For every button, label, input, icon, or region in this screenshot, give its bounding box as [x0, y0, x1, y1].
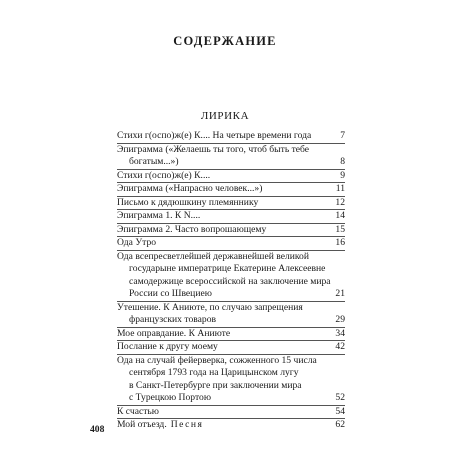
- toc-entry: [117, 143, 345, 169]
- toc-page-number: 29: [335, 314, 345, 325]
- toc-entry-line: с Турецкою Портою: [129, 392, 211, 403]
- toc-page-number: 7: [340, 130, 345, 141]
- toc-entry-line: Мое оправдание. К Аниюте: [117, 327, 231, 339]
- toc-entry-line: сентября 1793 года на Царицынском лугу: [129, 367, 299, 378]
- toc-entry: [117, 236, 345, 250]
- toc-entry-title: [117, 183, 345, 196]
- toc-entry: [117, 405, 345, 419]
- toc-entry-title: [117, 251, 345, 301]
- toc-entry-line: Ода на случай фейерверка, сожженного 15 числа: [117, 354, 317, 366]
- page-number: 408: [90, 424, 105, 435]
- toc-entry-title: [117, 210, 345, 223]
- toc-page-number: 34: [335, 327, 345, 339]
- toc-entry-title: [117, 197, 345, 210]
- toc-entry-line: Ода всепресветлейшей державнейшей великой: [117, 250, 309, 262]
- toc-entry-line: Эпиграмма («Желаешь ты того, чтоб быть тебе: [117, 143, 310, 155]
- toc-entry-line: Утешение. К Аниюте, по случаю запрещения: [117, 301, 303, 313]
- toc-page-number: 52: [335, 392, 345, 403]
- toc-entry-line: Эпиграмма («Напрасно человек...»): [117, 183, 263, 194]
- toc-page-number: 15: [335, 223, 345, 235]
- toc-entry-line: Эпиграмма 1. К N....: [117, 210, 201, 221]
- toc-entry: [117, 182, 345, 196]
- toc-entry-line-part: Мой отъезд.: [117, 419, 167, 430]
- toc-entry: [117, 340, 345, 354]
- page-title: СОДЕРЖАНИЕ: [173, 34, 277, 48]
- toc-entry-line: Письмо к дядюшкину племяннику: [117, 196, 259, 208]
- toc-entry: [117, 223, 345, 237]
- toc-entry-title: [117, 170, 345, 183]
- toc-entry-title: [117, 130, 345, 143]
- toc-entry-line: К счастью: [117, 405, 159, 417]
- toc-page-number: 62: [335, 419, 345, 430]
- toc-entry: [117, 196, 345, 210]
- toc-page-number: 9: [340, 169, 345, 181]
- toc-entry: [117, 327, 345, 341]
- toc-entry-line: [117, 419, 323, 432]
- toc-entry-title: [117, 419, 345, 432]
- toc-entry: [117, 169, 345, 183]
- toc-entry-line: России со Швециею: [129, 288, 212, 299]
- toc-entry-title: [117, 237, 345, 250]
- toc-entry-line: государыне императрице Екатерине Алексеевне: [129, 263, 326, 274]
- toc-entry: [117, 354, 345, 405]
- toc-page-number: 54: [335, 405, 345, 417]
- toc-page-number: 21: [335, 288, 345, 299]
- toc-page-number: 8: [340, 156, 345, 167]
- toc-entry-line: в Санкт-Петербурге при заключении мира: [129, 379, 302, 391]
- toc-entry: [117, 130, 345, 143]
- toc-entry-title: [117, 144, 345, 169]
- toc-page-number: 14: [335, 210, 345, 221]
- toc-page-number: 42: [335, 341, 345, 352]
- toc-entry-line: богатым...»): [129, 156, 179, 167]
- toc-entry-title: [117, 328, 345, 341]
- toc-entry-title: [117, 302, 345, 327]
- toc-entry-title: [117, 224, 345, 237]
- toc-page-number: 16: [335, 237, 345, 248]
- section-heading: ЛИРИКА: [200, 110, 250, 122]
- toc-entry-line-part: Песня: [170, 419, 204, 430]
- toc-entry-line: французских товаров: [129, 314, 217, 325]
- toc-entry: [117, 301, 345, 327]
- toc-entry-title: [117, 406, 345, 419]
- toc-entry-line: Послание к другу моему: [117, 341, 218, 352]
- toc-entry: [117, 418, 345, 432]
- table-of-contents: [117, 130, 345, 432]
- toc-entry-line: самодержице всероссийской на заключение мира: [129, 275, 331, 287]
- toc-entry-title: [117, 341, 345, 354]
- toc-entry: [117, 250, 345, 301]
- toc-entry-line: Стихи г(оспо)ж(е) К.... На четыре времени года: [117, 130, 312, 141]
- toc-entry-line: Эпиграмма 2. Часто вопрошающему: [117, 223, 267, 235]
- toc-page-number: 12: [335, 196, 345, 208]
- toc-entry: [117, 209, 345, 223]
- toc-entry-line: Стихи г(оспо)ж(е) К....: [117, 169, 211, 181]
- toc-entry-line: Ода Утро: [117, 237, 157, 248]
- toc-entry-title: [117, 355, 345, 405]
- toc-page-number: 11: [335, 183, 345, 194]
